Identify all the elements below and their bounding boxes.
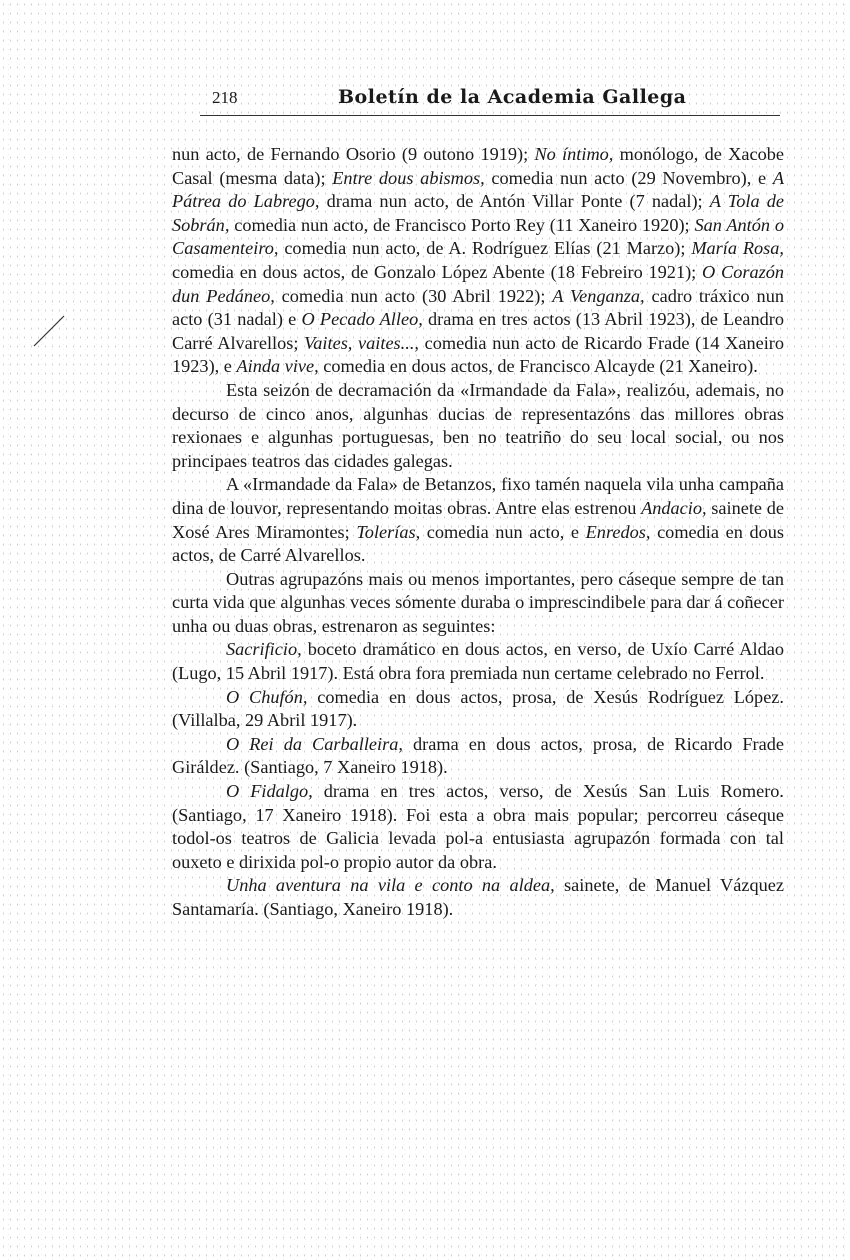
text-run: drama nun acto, de Antón Villar Ponte (7 nadal); [319, 191, 710, 212]
italic-title: Unha aventura na vila e conto na aldea, [226, 875, 555, 896]
italic-title: Vaites, vaites..., [304, 332, 419, 353]
text-run: comedia nun acto, de A. Rodríguez Elías (21 Marzo); [278, 238, 692, 259]
paragraph [172, 379, 784, 473]
text-run: drama en tres actos (13 Abril 1923), de Leandro Carré Alvarellos; [172, 309, 785, 353]
italic-title: San Antón o Casamenteiro, [172, 214, 784, 259]
text-run: A «Irmandade da Fala» de Betanzos, fixo tamén naquela vila unha campaña dina de louvor, representando moitas obras. Antre elas estrenou [172, 474, 784, 518]
paragraph [172, 686, 784, 733]
paragraph [172, 874, 784, 921]
text-run: comedia nun acto, e [420, 521, 586, 542]
paragraph [172, 568, 784, 639]
text-run: nun acto, de Fernando Osorio (9 outono 1919); [172, 144, 535, 164]
text-run: sainete de Xosé Ares Miramontes; [172, 497, 785, 542]
italic-title: Enredos, [585, 521, 651, 542]
italic-title: Andacio, [641, 497, 707, 518]
paragraph [172, 473, 784, 567]
page-header [200, 88, 780, 118]
italic-title: O Pecado Alleo, [301, 309, 423, 330]
text-run: drama en tres actos, verso, de Xesús San Luis Romero. (Santiago, 17 Xaneiro 1918). Foi esta a obra mais popular; percorreu cáseque todol-os teatros de Galicia levada pol-a entusiasta agrupazón formada con tal ouxeto e dirixida pol-o propio autor da obra. [172, 781, 784, 872]
italic-title: O Fidalgo, [226, 781, 313, 802]
text-run: comedia en dous actos, de Gonzalo López Abente (18 Febreiro 1921); [172, 261, 703, 282]
header-rule [200, 115, 780, 116]
text-run: sainete, de Manuel Vázquez Santamaría. (Santiago, Xaneiro 1918). [172, 875, 784, 919]
text-run: Esta seizón de decramación da «Irmandade da Fala», realizóu, ademais, no decurso de cinco anos, algunhas ducias de representazóns das millores obras rexionaes e algunhas portuguesas, ben no teatriño do seu local social, ou nos principaes teatros das cidades galegas. [172, 379, 784, 471]
text-run: comedia nun acto de Ricardo Frade (14 Xaneiro 1923), e [172, 332, 785, 377]
italic-title: O Chufón, [226, 686, 308, 707]
text-run: Outras agrupazóns mais ou menos importantes, pero cáseque sempre de tan curta vida que algunhas veces sómente duraba o imprescindibele para dar á coñecer unha ou duas obras, estrenaron as seguintes: [172, 568, 784, 636]
text-run: comedia en dous actos, prosa, de Xesús Rodríguez López. (Villalba, 29 Abril 1917). [172, 686, 784, 731]
paragraph [172, 780, 784, 874]
text-run: comedia nun acto (29 Novembro), e [484, 167, 773, 188]
text-run: drama en dous actos, prosa, de Ricardo Frade Giráldez. (Santiago, 7 Xaneiro 1918). [172, 733, 784, 778]
italic-title: Ainda vive, [236, 356, 319, 377]
text-run: monólogo, de Xacobe Casal (mesma data); [172, 144, 784, 188]
italic-title: No íntimo, [534, 144, 614, 164]
italic-title: Tolerías, [356, 521, 421, 542]
italic-title: O Rei da Carballeira, [226, 733, 403, 754]
text-run: cadro tráxico nun acto (31 nadal) e [172, 285, 784, 330]
text-run: comedia nun acto (30 Abril 1922); [274, 285, 553, 306]
italic-title: Entre dous abismos, [332, 167, 485, 188]
text-run: boceto dramático en dous actos, en verso, de Uxío Carré Aldao (Lugo, 15 Abril 1917). Está obra fora premiada nun certame celebrado no Ferrol. [172, 639, 784, 684]
body-text [172, 143, 784, 922]
italic-title: Sacrificio, [226, 639, 302, 660]
paragraph [172, 733, 784, 780]
running-title: Boletín de la Academia Gallega [338, 86, 687, 108]
paragraph [172, 638, 784, 685]
italic-title: María Rosa, [691, 238, 784, 259]
italic-title: A Tola de Sobrán, [172, 191, 784, 235]
page-number: 218 [212, 88, 238, 107]
paragraph [172, 143, 784, 379]
text-run: comedia en dous actos, de Francisco Alcayde (21 Xaneiro). [318, 356, 758, 377]
margin-pencil-mark [30, 310, 70, 350]
italic-title: O Corazón dun Pedáneo, [172, 261, 784, 306]
italic-title: A Pátrea do Labrego, [172, 167, 785, 212]
text-run: comedia en dous actos, de Carré Alvarellos. [172, 521, 784, 566]
text-run: comedia nun acto, de Francisco Porto Rey (11 Xaneiro 1920); [229, 214, 695, 235]
italic-title: A Venganza, [552, 285, 645, 306]
